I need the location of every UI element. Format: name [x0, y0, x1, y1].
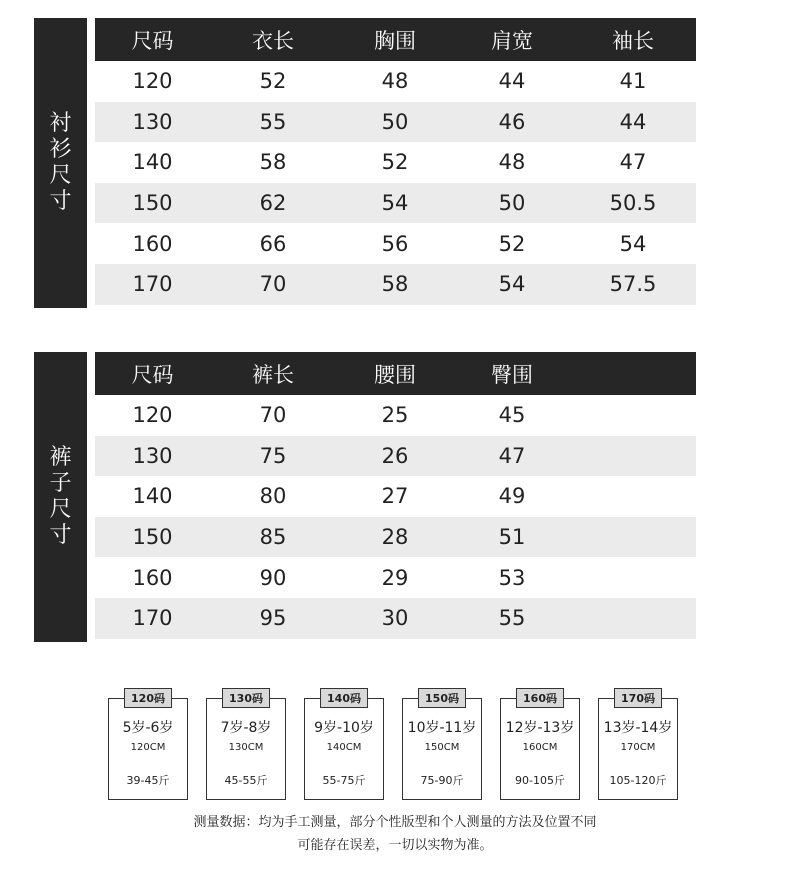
height-value: 130CM [228, 742, 264, 753]
size-card [304, 692, 384, 800]
table-cell: 170 [132, 272, 173, 297]
table-cell: 50 [381, 109, 409, 134]
table-cell: 54 [619, 231, 647, 256]
size-tag: 140码 [320, 688, 368, 708]
table-row [95, 264, 696, 305]
table-cell: 80 [259, 484, 287, 509]
table-cell: 57.5 [609, 272, 657, 297]
table-header-cell: 腰围 [374, 362, 416, 387]
size-tag: 130码 [222, 688, 270, 708]
table-header-cell: 臀围 [491, 362, 533, 387]
table-cell: 50.5 [609, 191, 657, 216]
label-char: 寸 [49, 189, 72, 214]
table-cell: 54 [498, 272, 526, 297]
label-char: 尺 [49, 163, 72, 188]
table-cell: 170 [132, 606, 173, 631]
label-char: 衫 [49, 137, 72, 162]
table-cell: 160 [132, 565, 173, 590]
table-header-cell: 尺码 [131, 28, 174, 53]
table-row [95, 557, 696, 598]
table-cell [570, 557, 696, 598]
table-header-cell: 胸围 [374, 28, 416, 53]
table-cell: 54 [381, 191, 409, 216]
height-value: 140CM [326, 742, 362, 753]
table-cell: 48 [381, 69, 409, 94]
table-cell: 41 [619, 69, 647, 94]
weight-range: 45-55斤 [224, 774, 268, 787]
age-range: 5岁-6岁 [122, 720, 174, 736]
label-char: 衬 [49, 111, 72, 136]
age-range: 13岁-14岁 [603, 720, 673, 736]
height-value: 170CM [620, 742, 656, 753]
table-cell: 28 [381, 525, 409, 550]
weight-range: 105-120斤 [609, 774, 667, 787]
table-cell [570, 436, 696, 477]
table-cell: 85 [259, 525, 287, 550]
label-char: 裤 [49, 445, 72, 470]
table-cell: 52 [498, 231, 526, 256]
table-cell: 27 [381, 484, 409, 509]
table-cell: 66 [259, 231, 287, 256]
table-cell [570, 517, 696, 558]
table-cell: 45 [498, 403, 526, 428]
table-row [95, 517, 696, 558]
table-cell: 56 [381, 231, 409, 256]
height-value: 120CM [130, 742, 166, 753]
size-card [500, 692, 580, 800]
height-value: 160CM [522, 742, 558, 753]
table-cell: 140 [132, 150, 173, 175]
size-tag: 170码 [614, 688, 662, 708]
table-cell [570, 476, 696, 517]
table-cell: 29 [381, 565, 409, 590]
pants-size-table [95, 352, 696, 639]
table-row [95, 102, 696, 143]
table-cell: 130 [132, 443, 173, 468]
label-char: 子 [49, 471, 72, 496]
table-cell: 47 [619, 150, 647, 175]
table-row [95, 223, 696, 264]
table-header-cell [570, 352, 696, 395]
table-header-row [95, 352, 696, 395]
label-char: 尺 [49, 497, 72, 522]
size-tag: 160码 [516, 688, 564, 708]
table-row [95, 183, 696, 224]
weight-range: 39-45斤 [126, 774, 170, 787]
shirt-size-table [95, 18, 696, 305]
size-tag: 150码 [418, 688, 466, 708]
table-cell: 70 [259, 272, 287, 297]
table-header-cell: 袖长 [612, 28, 654, 53]
table-header-cell: 衣长 [252, 28, 294, 53]
table-row [95, 395, 696, 436]
table-cell: 62 [259, 191, 287, 216]
table-cell: 70 [259, 403, 287, 428]
size-card [598, 692, 678, 800]
table-cell: 48 [498, 150, 526, 175]
table-header-cell: 尺码 [131, 362, 174, 387]
table-cell: 30 [381, 606, 409, 631]
table-cell: 130 [132, 109, 173, 134]
size-tag: 120码 [124, 688, 172, 708]
table-cell: 44 [498, 69, 526, 94]
table-cell: 140 [132, 484, 173, 509]
table-cell: 160 [132, 231, 173, 256]
pants-size-label [34, 352, 87, 642]
table-cell: 58 [259, 150, 287, 175]
table-cell: 120 [132, 69, 173, 94]
weight-range: 75-90斤 [420, 774, 464, 787]
table-cell: 47 [498, 443, 526, 468]
size-card [108, 692, 188, 800]
table-cell [570, 598, 696, 639]
table-cell: 49 [498, 484, 526, 509]
table-cell: 90 [259, 565, 287, 590]
table-header-cell: 肩宽 [491, 28, 533, 53]
table-cell: 51 [498, 525, 526, 550]
weight-range: 90-105斤 [515, 774, 565, 787]
table-cell: 52 [259, 69, 287, 94]
age-range: 9岁-10岁 [314, 720, 374, 736]
table-row [95, 598, 696, 639]
table-header-cell: 裤长 [252, 362, 294, 387]
table-cell: 44 [619, 109, 647, 134]
table-cell: 55 [259, 109, 287, 134]
table-cell: 53 [498, 565, 526, 590]
table-cell: 120 [132, 403, 173, 428]
table-cell: 150 [132, 191, 173, 216]
table-cell [570, 395, 696, 436]
table-cell: 50 [498, 191, 526, 216]
age-range: 10岁-11岁 [407, 720, 477, 736]
table-cell: 150 [132, 525, 173, 550]
table-header-row [95, 18, 696, 61]
height-value: 150CM [424, 742, 460, 753]
label-char: 寸 [49, 523, 72, 548]
table-cell: 26 [381, 443, 409, 468]
age-range: 7岁-8岁 [220, 720, 272, 736]
table-cell: 52 [381, 150, 409, 175]
size-card [206, 692, 286, 800]
table-cell: 46 [498, 109, 526, 134]
measurement-note-line1: 测量数据：均为手工测量，部分个性版型和个人测量的方法及位置不同 [193, 815, 597, 830]
weight-range: 55-75斤 [322, 774, 366, 787]
table-cell: 75 [259, 443, 287, 468]
measurement-note-line2: 可能存在误差，一切以实物为准。 [297, 838, 493, 853]
shirt-size-label [34, 18, 87, 308]
table-cell: 58 [381, 272, 409, 297]
table-cell: 55 [498, 606, 526, 631]
table-row [95, 436, 696, 477]
table-row [95, 61, 696, 102]
size-card [402, 692, 482, 800]
table-cell: 95 [259, 606, 287, 631]
table-row [95, 476, 696, 517]
table-row [95, 142, 696, 183]
table-cell: 25 [381, 403, 409, 428]
age-range: 12岁-13岁 [505, 720, 575, 736]
size-guide-cards [0, 688, 790, 803]
